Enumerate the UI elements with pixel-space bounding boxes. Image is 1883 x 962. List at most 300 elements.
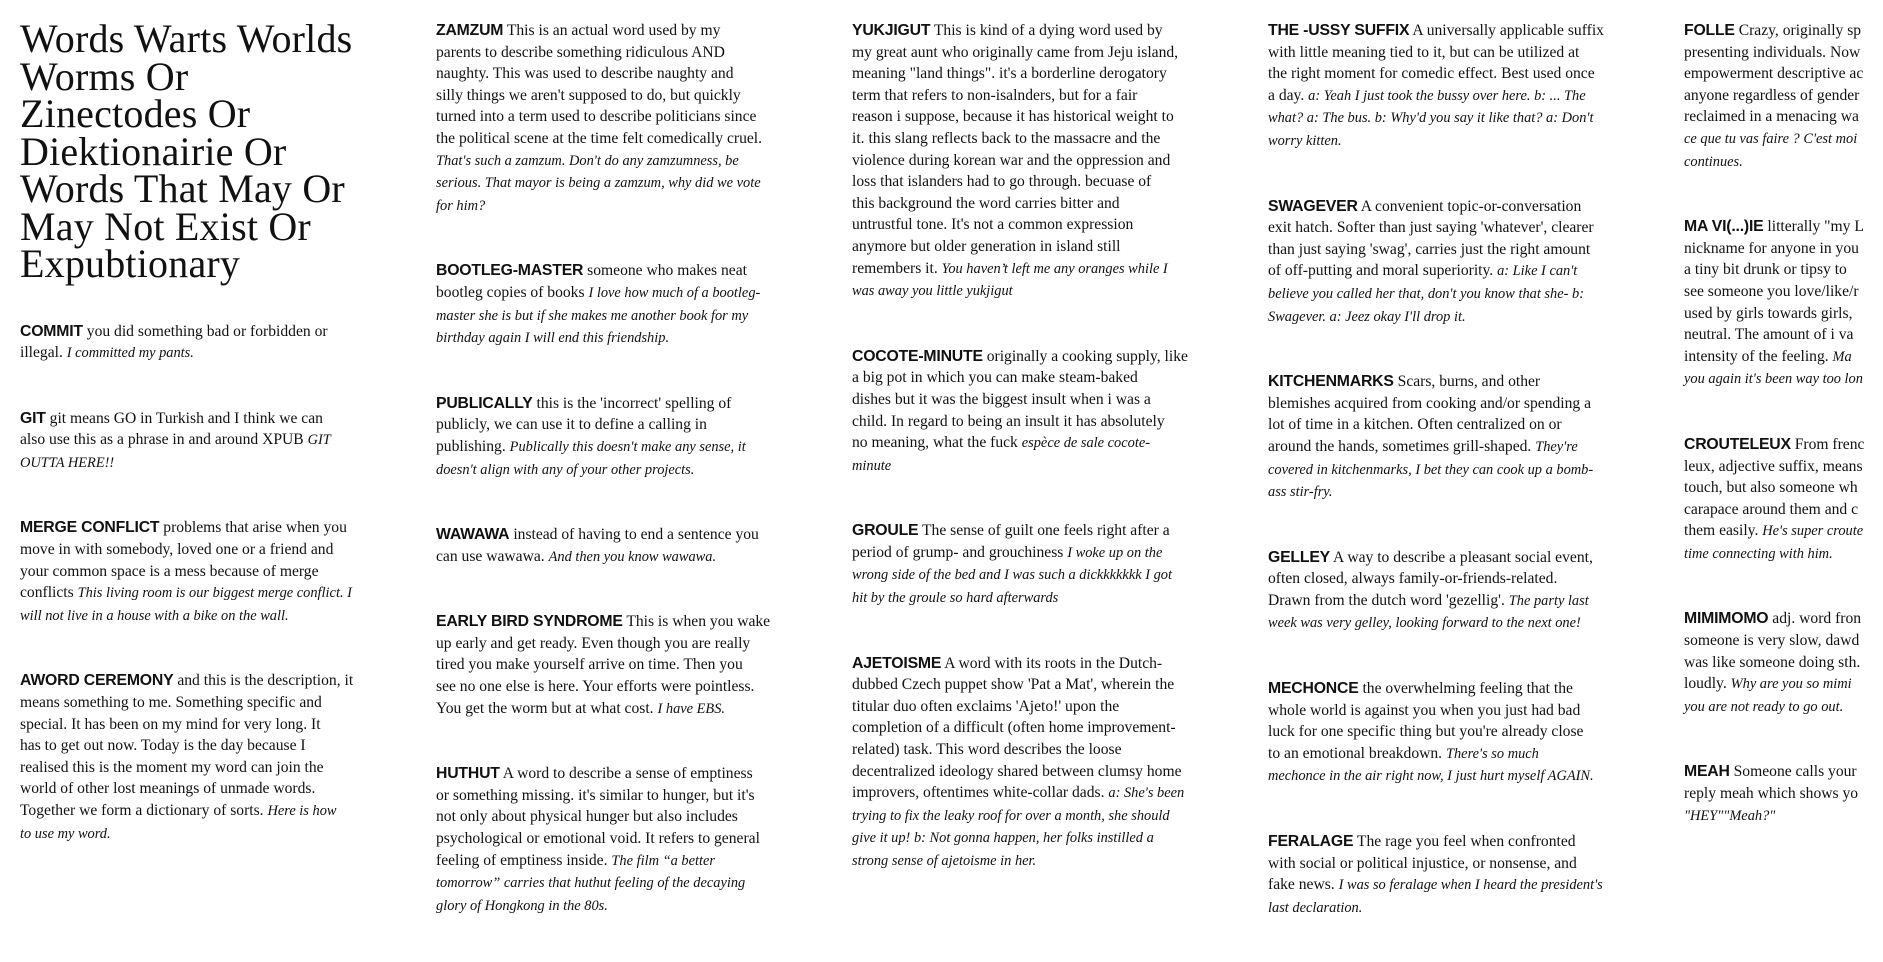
definition-text: loudly. xyxy=(1684,675,1731,693)
headword: MA VI(...)IE xyxy=(1684,218,1764,236)
entry-line xyxy=(852,717,1252,739)
definition-text: dishes but it was the biggest insult when i was a xyxy=(852,390,1151,408)
definition-text: was like someone doing sth. xyxy=(1684,653,1861,671)
dictionary-entry xyxy=(436,611,836,720)
definition-text: you did something bad or forbidden or xyxy=(86,322,328,340)
example-text: "HEY""Meah?" xyxy=(1684,807,1776,824)
headword: HUTHUT xyxy=(436,765,500,783)
entry-line xyxy=(1684,128,1883,151)
headword: KITCHENMARKS xyxy=(1268,373,1394,391)
dictionary-entry xyxy=(1684,761,1883,827)
entry-line xyxy=(1268,678,1668,700)
example-text: hit by the groule so hard afterwards xyxy=(852,590,1059,607)
definition-text: A convenient topic-or-conversation xyxy=(1360,197,1582,215)
headword: BOOTLEG-MASTER xyxy=(436,262,584,280)
definition-text: the right moment for comedic effect. Best used once xyxy=(1268,65,1595,83)
dictionary-entry xyxy=(20,408,420,475)
entry-line xyxy=(1268,283,1668,306)
definition-text: A universally applicable suffix xyxy=(1412,22,1604,39)
example-text: wrong side of the bed and I was such a dickkkkkkk I got xyxy=(852,567,1172,584)
headword: PUBLICALLY xyxy=(436,394,533,412)
entry-line xyxy=(436,128,836,150)
entry-line xyxy=(1684,20,1883,42)
definition-text: reason i suppose, because it has historical weight to xyxy=(852,108,1174,126)
definition-text: than just saying 'swag', carries just the right amount xyxy=(1268,240,1591,258)
entry-line xyxy=(1268,260,1668,283)
definition-text: has to get out now. Today is the day because I xyxy=(20,737,306,755)
definition-text: period of grump- and grouchiness xyxy=(852,543,1068,561)
headword: COCOTE-MINUTE xyxy=(852,347,983,365)
dictionary-entry xyxy=(1684,608,1883,718)
dictionary-entry xyxy=(20,517,420,627)
entry-line xyxy=(20,692,420,714)
entry-line xyxy=(1268,765,1668,788)
entry-line xyxy=(436,872,836,895)
entry-line xyxy=(1684,761,1883,783)
dictionary-entry xyxy=(852,20,1252,303)
entry-line xyxy=(852,542,1252,565)
entry-line xyxy=(852,761,1252,783)
entry-line xyxy=(20,517,420,539)
headword: MEAH xyxy=(1684,763,1730,781)
entry-line xyxy=(852,587,1252,610)
definition-text: presenting individuals. Now xyxy=(1684,43,1861,61)
definition-text: illegal. xyxy=(20,344,67,362)
example-text: a: Like I can't xyxy=(1497,263,1578,280)
entry-line xyxy=(20,342,420,365)
entry-line xyxy=(1684,259,1883,281)
entry-line xyxy=(436,654,836,676)
definition-text: not only about physical hunger but also includes xyxy=(436,808,738,826)
column-3 xyxy=(852,20,1252,916)
example-text: believe you called her that, don't you know that she- b: xyxy=(1268,285,1584,302)
headword: CROUTELEUX xyxy=(1684,435,1791,453)
title-line: Worms Or xyxy=(20,53,189,99)
definition-text: Drawn from the dutch word 'gezellig'. xyxy=(1268,591,1509,609)
entry-line xyxy=(20,670,420,692)
definition-text: naughty. This was used to describe naughty and xyxy=(436,65,734,83)
entry-line xyxy=(436,393,836,415)
definition-text: your common space is a mess because of merge xyxy=(20,562,319,580)
headword: FERALAGE xyxy=(1268,833,1354,851)
example-text: glory of Hongkong in the 80s. xyxy=(436,897,608,914)
definition-text: A word with its roots in the Dutch- xyxy=(944,654,1163,672)
entry-line xyxy=(1684,346,1883,369)
definition-text: parents to describe something ridiculous AND xyxy=(436,43,725,61)
entry-line xyxy=(436,785,836,807)
definition-text: adj. word fron xyxy=(1772,610,1862,628)
entry-line xyxy=(1268,547,1668,569)
entry-line xyxy=(852,432,1252,455)
definition-text: litterally "my L xyxy=(1767,218,1864,236)
dictionary-entry xyxy=(1684,20,1883,173)
entry-line xyxy=(1268,853,1668,875)
entry-line xyxy=(1268,239,1668,261)
entry-line xyxy=(436,20,836,42)
headword: FOLLE xyxy=(1684,22,1735,39)
entry-line xyxy=(436,806,836,828)
definition-text: luck for one specific thing but you're already close xyxy=(1268,723,1584,741)
entry-line xyxy=(852,258,1252,281)
example-text: I committed my pants. xyxy=(66,345,194,362)
example-text: you are not ready to go out. xyxy=(1684,698,1844,715)
entry-line xyxy=(1684,85,1883,107)
definition-text: special. It has been on my mind for very long. It xyxy=(20,715,321,733)
entry-line xyxy=(1684,630,1883,652)
headword: GROULE xyxy=(852,522,919,540)
dictionary-entry xyxy=(1268,20,1668,153)
entry-line xyxy=(20,714,420,736)
entry-line xyxy=(436,676,836,698)
entry-line xyxy=(1684,281,1883,303)
entry-line xyxy=(852,63,1252,85)
entry-line xyxy=(436,260,836,282)
definition-text: problems that arise when you xyxy=(163,519,347,537)
definition-text: a day. xyxy=(1268,86,1309,104)
entry-line xyxy=(1684,303,1883,325)
entry-line xyxy=(852,150,1252,172)
definition-text: instead of having to end a sentence you xyxy=(513,526,759,544)
entry-line xyxy=(436,895,836,918)
definition-text: completion of a difficult (often home improvement- xyxy=(852,719,1176,737)
entry-line xyxy=(852,85,1252,107)
example-text: continues. xyxy=(1684,153,1743,170)
definition-text: a big pot in which you can make steam-baked xyxy=(852,369,1138,387)
example-text: I have EBS. xyxy=(657,700,726,717)
example-text: tomorrow” carries that huthut feeling of the decaying xyxy=(436,875,746,892)
entry-line xyxy=(1684,696,1883,719)
dictionary-entry xyxy=(1268,196,1668,329)
entry-line xyxy=(436,414,836,436)
entry-line xyxy=(436,611,836,633)
definition-text: reply meah which shows yo xyxy=(1684,785,1859,803)
definition-text: exit hatch. Softer than just saying 'whatever', clearer xyxy=(1268,219,1594,237)
definition-text: tired you make yourself arrive on time. Then you xyxy=(436,656,743,674)
dictionary-entry xyxy=(1684,434,1883,566)
definition-text: to an emotional breakdown. xyxy=(1268,744,1446,762)
entry-line xyxy=(1684,652,1883,674)
example-text: was away you little yukjigut xyxy=(852,283,1013,300)
title-line: Zinectodes Or xyxy=(20,91,251,136)
entry-line xyxy=(1268,897,1668,920)
definition-text: git means GO in Turkish and I think we can xyxy=(49,409,323,427)
example-text: ce que tu vas faire ? C'est moi xyxy=(1684,130,1858,147)
example-text: trying to fix the leaky roof for over a month, she should xyxy=(852,807,1170,824)
entry-line xyxy=(1684,42,1883,64)
entry-line xyxy=(1268,371,1668,393)
entry-line xyxy=(852,411,1252,433)
entry-line xyxy=(436,546,836,569)
entry-line xyxy=(1684,499,1883,521)
definition-text: world of other lost meanings of unmade words. xyxy=(20,780,316,798)
entry-line xyxy=(436,459,836,482)
headword: GELLEY xyxy=(1268,548,1330,566)
headword: MIMIMOMO xyxy=(1684,610,1769,628)
entry-line xyxy=(1684,783,1883,805)
dictionary-entry xyxy=(1268,678,1668,788)
entry-line xyxy=(1268,481,1668,504)
entry-line xyxy=(1268,130,1668,153)
entry-line xyxy=(852,20,1252,42)
definition-text: child. In regard to being an insult it has absolutely xyxy=(852,412,1165,430)
entry-line xyxy=(1684,805,1883,828)
example-text: strong sense of ajetoisme in her. xyxy=(852,853,1037,869)
example-text: Swagever. a: Jeez okay I'll drop it. xyxy=(1268,308,1466,325)
entry-line xyxy=(436,524,836,546)
entry-line xyxy=(852,827,1252,850)
dictionary-entry xyxy=(436,20,836,217)
definition-text: originally a cooking supply, like xyxy=(986,347,1188,365)
entry-line xyxy=(436,305,836,328)
example-text: The party last xyxy=(1508,592,1589,609)
column-1 xyxy=(20,16,420,888)
definition-text: untrustful tone. It's not a common expression xyxy=(852,216,1134,234)
definition-text: Crazy, originally sp xyxy=(1738,22,1862,39)
example-text: covered in kitchenmarks, I bet they can cook up a bomb- xyxy=(1268,461,1594,478)
definition-text: reclaimed in a menacing wa xyxy=(1684,108,1859,126)
headword: COMMIT xyxy=(20,322,83,340)
definition-text: around the hands, sometimes grill-shaped. xyxy=(1268,437,1536,455)
column-4 xyxy=(1268,20,1668,962)
entry-line xyxy=(852,805,1252,828)
entry-line xyxy=(20,408,420,430)
definition-text: leux, adjective suffix, means xyxy=(1684,457,1863,475)
headword: WAWAWA xyxy=(436,526,510,544)
entry-line xyxy=(1268,700,1668,722)
example-text: birthday again I will end this friendship. xyxy=(436,330,670,347)
entry-line xyxy=(1684,673,1883,696)
definition-text: Together we form a dictionary of sorts. xyxy=(20,802,268,819)
headword: ZAMZUM xyxy=(436,22,504,39)
definition-text: titular duo often exclaims 'Ajeto!' upon the xyxy=(852,697,1120,715)
example-text: espèce de sale cocote- xyxy=(1021,435,1150,452)
definition-text: A way to describe a pleasant social event, xyxy=(1333,548,1593,566)
entry-line xyxy=(852,367,1252,389)
definition-text: anyone regardless of gender xyxy=(1684,86,1860,104)
definition-text: neutral. The amount of i va xyxy=(1684,326,1854,344)
example-text: I love how much of a bootleg- xyxy=(588,284,761,301)
definition-text: This is an actual word used by my xyxy=(506,22,721,39)
definition-text: feeling of emptiness inside. xyxy=(436,851,612,869)
example-text: a: She's been xyxy=(1108,785,1185,802)
entry-line xyxy=(436,282,836,305)
entry-line xyxy=(1684,477,1883,499)
definition-text: psychological or emotional void. It refers to general xyxy=(436,830,760,848)
example-text: Ma xyxy=(1832,348,1852,365)
definition-text: someone who makes neat xyxy=(587,262,747,280)
example-text: what? a: The bus. b: Why'd you say it like that? a: Don't xyxy=(1268,110,1594,127)
definition-text: up early and get ready. Even though you are really xyxy=(436,634,751,652)
entry-line xyxy=(852,739,1252,761)
definition-text: You get the worm but at what cost. xyxy=(436,699,658,717)
entry-line xyxy=(436,85,836,107)
definition-text: someone is very slow, dawd xyxy=(1684,632,1860,650)
entry-line xyxy=(436,42,836,64)
example-text: And then you know wawawa. xyxy=(548,548,717,565)
entry-line xyxy=(1268,874,1668,897)
entry-line xyxy=(1268,42,1668,64)
headword: YUKJIGUT xyxy=(852,22,931,39)
example-text: worry kitten. xyxy=(1268,132,1342,149)
entry-line xyxy=(436,150,836,173)
example-text: OUTTA HERE!! xyxy=(20,454,115,471)
example-text: a: Yeah I just took the bussy over here. b: ... The xyxy=(1308,87,1586,104)
entry-line xyxy=(1268,107,1668,130)
headword: SWAGEVER xyxy=(1268,197,1358,215)
entry-line xyxy=(852,389,1252,411)
definition-text: conflicts xyxy=(20,584,78,602)
definition-text: improvers, oftentimes white-collar dads. xyxy=(852,784,1109,802)
example-text: Here is how xyxy=(267,803,337,819)
definition-text: publicly, we can use it to define a calling in xyxy=(436,416,707,434)
entry-line xyxy=(1268,85,1668,108)
definition-text: or something missing. it's similar to hunger, but it's xyxy=(436,786,755,804)
entry-line xyxy=(852,455,1252,478)
example-text: I woke up on the xyxy=(1067,544,1163,561)
example-text: you again it's been way too lon xyxy=(1684,371,1863,388)
entry-line xyxy=(1268,436,1668,459)
entry-line xyxy=(1684,520,1883,543)
definition-text: the overwhelming feeling that the xyxy=(1362,680,1573,698)
entry-line xyxy=(1268,568,1668,590)
entry-line xyxy=(436,850,836,873)
definition-text: loss that islanders had to go through. becuase of xyxy=(852,173,1152,191)
definition-text: silly things we aren't supposed to do, but quickly xyxy=(436,86,741,104)
definition-text: blemishes acquired from cooking and/or spending a xyxy=(1268,394,1592,412)
example-text: ass stir-fry. xyxy=(1268,484,1333,501)
example-text: serious. That mayor is being a zamzum, why did we vote xyxy=(436,175,761,192)
entry-line xyxy=(852,564,1252,587)
entry-line xyxy=(1268,459,1668,482)
entry-line xyxy=(1684,106,1883,128)
headword: AWORD CEREMONY xyxy=(20,672,174,690)
entry-line xyxy=(852,653,1252,675)
entry-line xyxy=(852,193,1252,215)
definition-text: touch, but also someone wh xyxy=(1684,479,1858,497)
entry-line xyxy=(20,429,420,452)
example-text: give it up! b: Not gonna happen, her folks instilled a xyxy=(852,830,1154,847)
definition-text: A word to describe a sense of emptiness xyxy=(502,765,753,783)
entry-line xyxy=(1684,368,1883,391)
definition-text: often closed, always family-or-friends-related. xyxy=(1268,570,1558,588)
dictionary-entry xyxy=(1268,831,1668,919)
entry-line xyxy=(436,106,836,128)
dictionary-entry xyxy=(436,763,836,917)
definition-text: turned into a term used to describe politicians since xyxy=(436,108,757,126)
dictionary-entry xyxy=(1684,216,1883,391)
definition-text: can use wawawa. xyxy=(436,547,549,565)
entry-line xyxy=(20,321,420,343)
dictionary-entry xyxy=(20,670,420,845)
entry-line xyxy=(852,782,1252,805)
definition-text: Scars, burns, and other xyxy=(1397,373,1541,391)
entry-line xyxy=(852,850,1252,873)
example-text: GIT xyxy=(307,432,331,449)
dictionary-entry xyxy=(436,260,836,349)
example-text: Why are you so mimi xyxy=(1730,676,1852,693)
example-text: You haven’t left me any oranges while I xyxy=(941,260,1168,277)
entry-line xyxy=(436,436,836,459)
definition-text: the political scene at the time felt comedically cruel. xyxy=(436,129,763,147)
definition-text: This is kind of a dying word used by xyxy=(933,22,1163,39)
entry-line xyxy=(1684,324,1883,346)
entry-line xyxy=(20,778,420,800)
entry-line xyxy=(1684,151,1883,174)
entry-line xyxy=(1684,434,1883,456)
definition-text: meaning "land things". it's a borderline derogatory xyxy=(852,65,1167,83)
example-text: They're xyxy=(1535,438,1578,455)
example-text: The film “a better xyxy=(611,852,715,869)
definition-text: empowerment descriptive ac xyxy=(1684,65,1864,83)
headword: MECHONCE xyxy=(1268,680,1359,698)
example-text: week was very gelley, looking forward to the next one! xyxy=(1268,615,1581,632)
entry-line xyxy=(436,195,836,218)
dictionary-entry xyxy=(20,321,420,365)
headword: GIT xyxy=(20,409,46,427)
entry-line xyxy=(852,280,1252,303)
definition-text: carapace around them and c xyxy=(1684,500,1859,518)
entry-line xyxy=(852,128,1252,150)
example-text: I was so feralage when I heard the president's xyxy=(1338,877,1603,894)
dictionary-entry xyxy=(852,520,1252,609)
entry-line xyxy=(1684,63,1883,85)
entry-line xyxy=(436,698,836,721)
entry-line xyxy=(20,823,420,846)
entry-line xyxy=(852,346,1252,368)
example-text: master she is but if she makes me another book for my xyxy=(436,307,749,324)
entry-line xyxy=(1684,216,1883,238)
definition-text: also use this as a phrase in and around XPUB xyxy=(20,431,308,449)
entry-line xyxy=(1684,608,1883,630)
entry-line xyxy=(436,172,836,195)
definition-text: From frenc xyxy=(1794,435,1865,453)
definition-text: of off-putting and moral superiority. xyxy=(1268,262,1498,280)
column-2 xyxy=(436,20,836,960)
definition-text: no meaning, what the fuck xyxy=(852,434,1022,452)
definition-text: see someone you love/like/r xyxy=(1684,282,1859,300)
entry-line xyxy=(436,327,836,350)
entry-line xyxy=(20,539,420,561)
definition-text: move in with somebody, loved one or a friend and xyxy=(20,541,334,559)
entry-line xyxy=(436,828,836,850)
entry-line xyxy=(852,696,1252,718)
headword: MERGE CONFLICT xyxy=(20,519,160,537)
page-title xyxy=(20,16,420,286)
entry-line xyxy=(1268,831,1668,853)
definition-text: Someone calls your xyxy=(1733,763,1857,781)
title-line: Expubtionary xyxy=(20,241,241,286)
definition-text: a tiny bit drunk or tipsy to xyxy=(1684,261,1847,279)
entry-line xyxy=(852,214,1252,236)
definition-text: dubbed Czech puppet show 'Pat a Mat', wherein the xyxy=(852,676,1175,694)
entry-line xyxy=(1268,743,1668,766)
headword: AJETOISME xyxy=(852,654,942,672)
definition-text: fake news. xyxy=(1268,876,1339,894)
definition-text: The rage you feel when confronted xyxy=(1356,833,1576,851)
entry-line xyxy=(1268,20,1668,42)
example-text: This living room is our biggest merge conflict. I xyxy=(77,585,352,602)
title-line: Diektionairie Or xyxy=(20,128,287,174)
definition-text: this background the word carries bitter and xyxy=(852,194,1120,212)
dictionary-entry xyxy=(1268,371,1668,504)
definition-text: see no one else is here. Your efforts were pointless. xyxy=(436,678,755,696)
title-line: Words That May Or xyxy=(20,166,345,211)
definition-text: and this is the description, it xyxy=(177,672,354,690)
example-text: doesn't align with any of your other projects. xyxy=(436,461,695,478)
entry-line xyxy=(20,561,420,583)
definition-text: with social or political injustice, or nonsense, and xyxy=(1268,854,1577,872)
example-text: mechonce in the air right now, I just hurt myself AGAIN. xyxy=(1268,768,1594,785)
